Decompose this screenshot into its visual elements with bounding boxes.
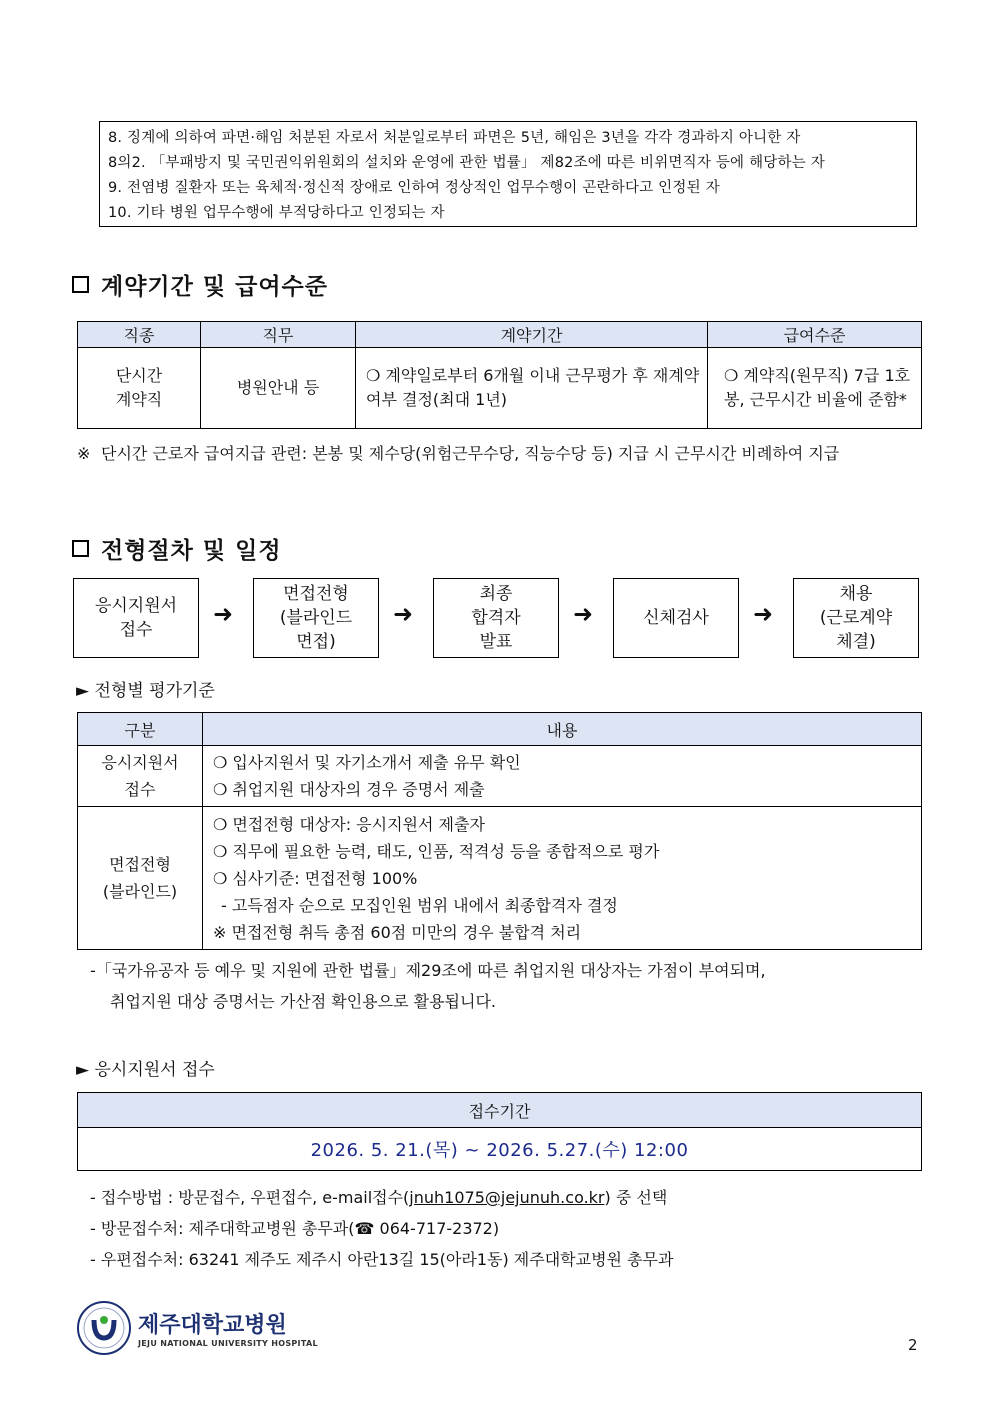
note-mark: ※ <box>77 444 91 463</box>
salary-note <box>77 439 922 468</box>
flow-step-final-announcement: 최종 합격자 발표 <box>433 578 559 658</box>
criteria-subheading: ► 전형별 평가기준 <box>76 681 215 701</box>
logo-subtitle: JEJU NATIONAL UNIVERSITY HOSPITAL <box>138 1339 318 1348</box>
cell-period: ❍ 계약일로부터 6개월 이내 근무평가 후 재계약 여부 결정(최대 1년) <box>356 348 708 429</box>
section-heading-contract: 계약기간 및 급여수준 <box>72 268 328 301</box>
disqualify-line: 9. 전염병 질환자 또는 육체적·정신적 장애로 인하여 정상적인 업무수행이 곤란하다고 인정된 자 <box>108 180 720 196</box>
arrow-right-icon: ➜ <box>213 600 234 628</box>
logo-name: 제주대학교병원 <box>138 1313 287 1338</box>
section-heading-process: 전형절차 및 일정 <box>72 532 282 565</box>
cell-duty: 병원안내 등 <box>201 348 356 429</box>
disqualify-line: 8. 징계에 의하여 파면·해임 처분된 자로서 처분일로부터 파면은 5년, 해임은 3년을 각각 경과하지 아니한 자 <box>108 130 801 146</box>
visit-location: - 방문접수처: 제주대학교병원 총무과(☎ 064-717-2372) <box>90 1219 500 1238</box>
disqualify-line: 8의2. 「부패방지 및 국민권익위원회의 설치와 운영에 관한 법률」 제82조에 따른 비위면직자 등에 해당하는 자 <box>108 155 825 171</box>
criteria-table <box>77 712 922 950</box>
criteria-item: - 고득점자 순으로 모집인원 범위 내에서 최종합격자 결정 <box>221 895 618 915</box>
checkbox-square-icon <box>72 276 89 293</box>
header-job-type: 직종 <box>78 322 201 348</box>
cell-category-application: 응시지원서 접수 <box>78 746 203 807</box>
criteria-item: ❍ 취업지원 대상자의 경우 증명서 제출 <box>213 780 485 799</box>
contract-table <box>77 321 922 429</box>
email-link[interactable]: jnuh1075@jejunuh.co.kr <box>409 1188 605 1207</box>
application-period-value: 2026. 5. 21.(목) ~ 2026. 5.27.(수) 12:00 <box>78 1128 922 1171</box>
bonus-note: -「국가유공자 등 예우 및 지원에 관한 법률」제29조에 따른 취업지원 대상자는 가점이 부여되며, 취업지원 대상 증명서는 가산점 확인용으로 활용됩니다. <box>90 961 766 1011</box>
cell-category-interview: 면접전형 (블라인드) <box>78 807 203 950</box>
arrow-right-icon: ➜ <box>753 600 774 628</box>
criteria-item: ※ 면접전형 취득 총점 60점 미만의 경우 불합격 처리 <box>213 922 582 942</box>
criteria-item: ❍ 직무에 필요한 능력, 태도, 인품, 적격성 등을 종합적으로 평가 <box>213 841 660 861</box>
header-salary: 급여수준 <box>708 322 922 348</box>
header-duty: 직무 <box>201 322 356 348</box>
cell-job-type: 단시간 계약직 <box>78 348 201 429</box>
flow-step-interview: 면접전형 (블라인드 면접) <box>253 578 379 658</box>
criteria-item: ❍ 심사기준: 면접전형 100% <box>213 868 418 888</box>
mail-location: - 우편접수처: 63241 제주도 제주시 아란13길 15(아라1동) 제주대학교병원 총무과 <box>90 1250 674 1269</box>
criteria-item: ❍ 면접전형 대상자: 응시지원서 제출자 <box>213 814 485 834</box>
hospital-logo <box>76 1300 318 1356</box>
disqualify-line: 10. 기타 병원 업무수행에 부적당하다고 인정되는 자 <box>108 205 445 221</box>
checkbox-square-icon <box>72 540 89 557</box>
application-info-list <box>90 1182 920 1275</box>
arrow-right-icon: ➜ <box>573 600 594 628</box>
header-period: 계약기간 <box>356 322 708 348</box>
flow-step-application: 응시지원서 접수 <box>73 578 199 658</box>
application-period-table <box>77 1092 922 1171</box>
hospital-emblem-icon <box>76 1300 132 1356</box>
salary-note-text: 단시간 근로자 급여지급 관련: 본봉 및 제수당(위험근무수당, 직능수당 등) 지급 시 근무시간 비례하여 지급 <box>101 444 840 463</box>
header-application-period: 접수기간 <box>78 1093 922 1128</box>
application-subheading: ► 응시지원서 접수 <box>76 1060 215 1080</box>
application-method: - 접수방법 : 방문접수, 우편접수, e-mail접수(jnuh1075@jejunuh.co.kr) 중 선택 <box>90 1188 668 1207</box>
page-number: 2 <box>908 1336 918 1354</box>
header-category: 구분 <box>78 713 203 746</box>
cell-content-interview <box>203 807 922 950</box>
criteria-item: ❍ 입사지원서 및 자기소개서 제출 유무 확인 <box>213 753 521 772</box>
flow-step-medical-exam: 신체검사 <box>613 578 739 658</box>
header-content: 내용 <box>203 713 922 746</box>
disqualification-box <box>99 121 917 227</box>
flow-step-hiring: 채용 (근로계약 체결) <box>793 578 919 658</box>
arrow-right-icon: ➜ <box>393 600 414 628</box>
cell-salary: ❍ 계약직(원무직) 7급 1호봉, 근무시간 비율에 준함* <box>708 348 922 429</box>
cell-content-application <box>203 746 922 807</box>
